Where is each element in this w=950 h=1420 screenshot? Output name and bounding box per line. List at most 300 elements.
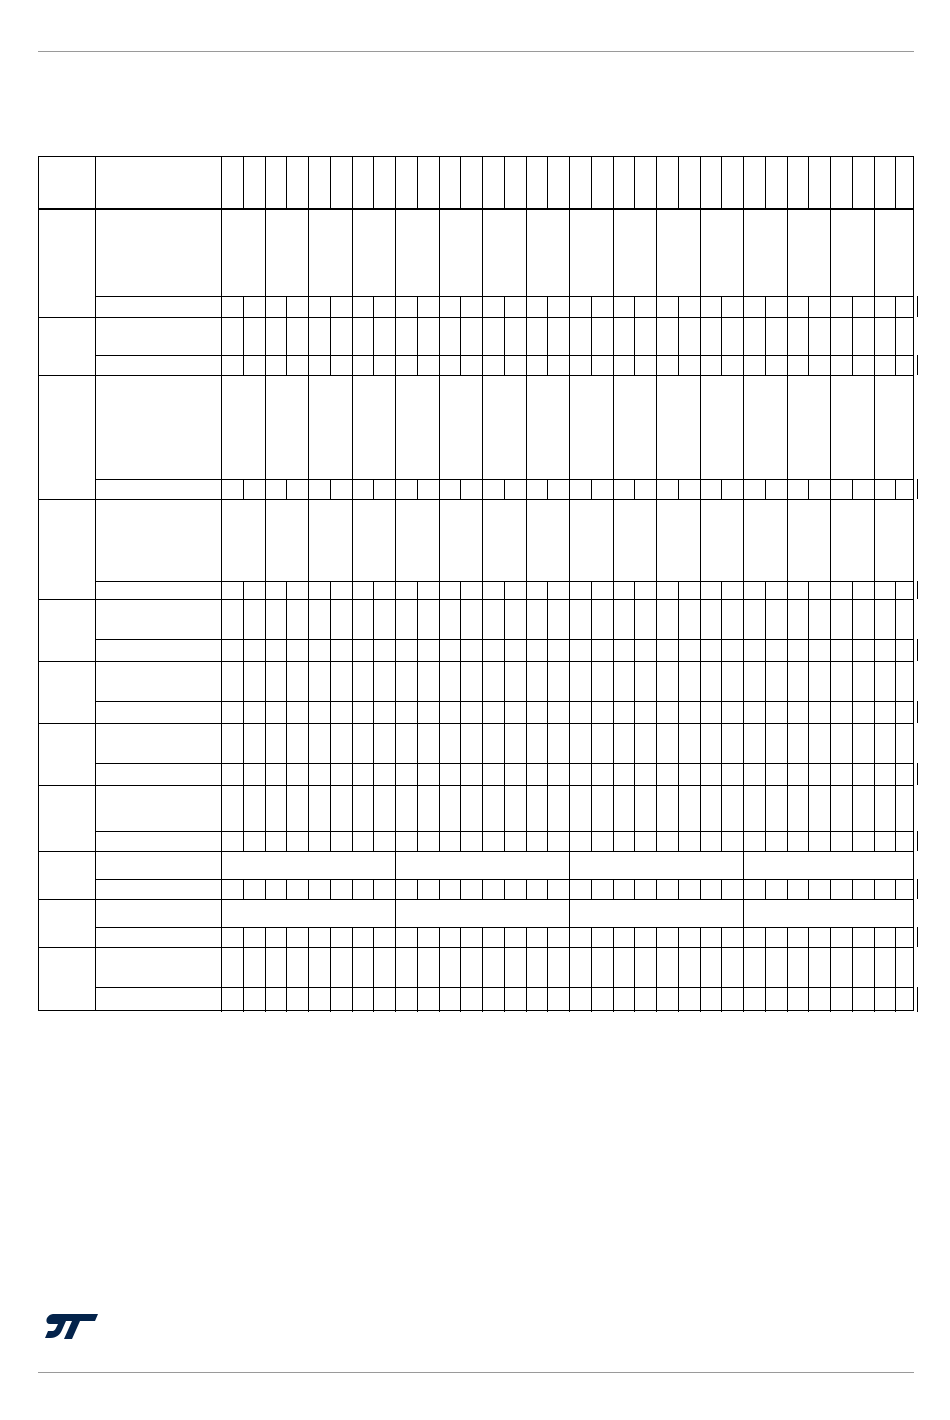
reset-bit-divider <box>700 987 701 1012</box>
reset-bit-divider <box>765 581 766 599</box>
reset-bit-divider <box>439 296 440 317</box>
reset-bit-divider <box>547 639 548 661</box>
reset-bit-divider <box>417 479 418 499</box>
reset-bit-divider <box>830 296 831 317</box>
footer-rule <box>38 1372 914 1373</box>
reset-bit-divider <box>352 581 353 599</box>
reset-bit-divider <box>656 987 657 1012</box>
reset-bit-divider <box>656 763 657 785</box>
reset-bit-divider <box>547 927 548 947</box>
register-map-table <box>38 156 914 1011</box>
reset-bit-divider <box>917 763 918 785</box>
reset-bit-divider <box>895 987 896 1012</box>
column-divider <box>95 157 96 1010</box>
reset-bit-divider <box>721 639 722 661</box>
reset-bit-divider <box>830 763 831 785</box>
bit-divider <box>808 157 809 209</box>
reset-bit-divider <box>330 879 331 899</box>
reset-bit-divider <box>308 479 309 499</box>
reset-bit-divider <box>895 296 896 317</box>
reset-bit-divider <box>395 987 396 1012</box>
bit-divider <box>830 157 831 209</box>
reset-bit-divider <box>265 639 266 661</box>
reset-bit-divider <box>330 987 331 1012</box>
field-divider <box>395 851 396 879</box>
reset-bit-divider <box>656 701 657 723</box>
field-divider <box>569 899 570 927</box>
reset-bit-divider <box>526 479 527 499</box>
reset-bit-divider <box>830 701 831 723</box>
reset-bit-divider <box>265 831 266 851</box>
reset-bit-divider <box>591 763 592 785</box>
reset-bit-divider <box>895 763 896 785</box>
reset-bit-divider <box>874 355 875 375</box>
bit-divider <box>482 157 483 209</box>
reset-bit-divider <box>265 701 266 723</box>
reset-bit-divider <box>265 927 266 947</box>
reset-bit-divider <box>917 831 918 851</box>
bit-divider <box>504 157 505 209</box>
reset-bit-divider <box>765 355 766 375</box>
reset-bit-divider <box>417 879 418 899</box>
field-divider <box>743 899 744 927</box>
reset-bit-divider <box>395 296 396 317</box>
reset-bit-divider <box>678 763 679 785</box>
reset-bit-divider <box>743 879 744 899</box>
reset-bit-divider <box>460 701 461 723</box>
reset-bit-divider <box>352 987 353 1012</box>
reset-bit-divider <box>895 479 896 499</box>
reset-bit-divider <box>700 296 701 317</box>
reset-bit-divider <box>613 296 614 317</box>
reset-bit-divider <box>787 639 788 661</box>
reset-bit-divider <box>874 831 875 851</box>
reset-bit-divider <box>591 296 592 317</box>
reset-bit-divider <box>787 296 788 317</box>
reset-bit-divider <box>439 639 440 661</box>
reset-bit-divider <box>743 639 744 661</box>
reset-bit-divider <box>656 355 657 375</box>
reset-bit-divider <box>352 355 353 375</box>
reset-bit-divider <box>634 296 635 317</box>
reset-bit-divider <box>634 639 635 661</box>
reset-bit-divider <box>286 987 287 1012</box>
reset-bit-divider <box>852 763 853 785</box>
reset-bit-divider <box>808 987 809 1012</box>
reset-bit-divider <box>286 763 287 785</box>
reset-bit-divider <box>808 701 809 723</box>
reset-bit-divider <box>373 831 374 851</box>
bit-divider <box>308 157 309 209</box>
reset-bit-divider <box>808 479 809 499</box>
reset-bit-divider <box>373 701 374 723</box>
reset-bit-divider <box>526 639 527 661</box>
reset-bit-divider <box>526 581 527 599</box>
reset-bit-divider <box>460 479 461 499</box>
reset-bit-divider <box>678 701 679 723</box>
reset-bit-divider <box>721 927 722 947</box>
reset-bit-divider <box>504 879 505 899</box>
reset-bit-divider <box>243 763 244 785</box>
reset-bit-divider <box>504 639 505 661</box>
reset-bit-divider <box>526 701 527 723</box>
reset-bit-divider <box>700 701 701 723</box>
reset-bit-divider <box>460 296 461 317</box>
reset-bit-divider <box>808 927 809 947</box>
reset-bit-divider <box>526 355 527 375</box>
reset-bit-divider <box>808 763 809 785</box>
reset-bit-divider <box>721 296 722 317</box>
reset-bit-divider <box>830 879 831 899</box>
reset-bit-divider <box>526 831 527 851</box>
reset-bit-divider <box>439 927 440 947</box>
bit-divider <box>569 157 570 209</box>
bit-divider <box>352 157 353 209</box>
reset-bit-divider <box>700 479 701 499</box>
reset-bit-divider <box>482 639 483 661</box>
reset-bit-divider <box>569 701 570 723</box>
reset-bit-divider <box>591 581 592 599</box>
reset-bit-divider <box>830 581 831 599</box>
reset-bit-divider <box>678 296 679 317</box>
reset-bit-divider <box>874 701 875 723</box>
reset-bit-divider <box>721 479 722 499</box>
reset-bit-divider <box>895 927 896 947</box>
reset-bit-divider <box>221 581 222 599</box>
reset-bit-divider <box>308 927 309 947</box>
bit-divider <box>634 157 635 209</box>
reset-bit-divider <box>352 296 353 317</box>
reset-bit-divider <box>765 639 766 661</box>
bit-divider <box>656 157 657 209</box>
reset-bit-divider <box>743 479 744 499</box>
reset-bit-divider <box>852 831 853 851</box>
reset-bit-divider <box>874 639 875 661</box>
reset-bit-divider <box>874 296 875 317</box>
reset-bit-divider <box>330 701 331 723</box>
reset-bit-divider <box>526 987 527 1012</box>
reset-bit-divider <box>656 831 657 851</box>
reset-bit-divider <box>460 831 461 851</box>
reset-bit-divider <box>547 701 548 723</box>
reset-bit-divider <box>591 927 592 947</box>
reset-bit-divider <box>569 927 570 947</box>
reset-bit-divider <box>482 987 483 1012</box>
reset-bit-divider <box>634 831 635 851</box>
reset-bit-divider <box>787 987 788 1012</box>
bit-divider <box>460 157 461 209</box>
reset-bit-divider <box>743 296 744 317</box>
reset-bit-divider <box>656 639 657 661</box>
reset-bit-divider <box>504 831 505 851</box>
reset-bit-divider <box>591 639 592 661</box>
reset-bit-divider <box>634 879 635 899</box>
reset-bit-divider <box>700 831 701 851</box>
reset-bit-divider <box>917 296 918 317</box>
bit-divider <box>330 157 331 209</box>
reset-bit-divider <box>286 927 287 947</box>
reset-bit-divider <box>504 763 505 785</box>
reset-bit-divider <box>830 355 831 375</box>
bit-divider <box>678 157 679 209</box>
bit-divider <box>743 157 744 209</box>
reset-bit-divider <box>352 831 353 851</box>
reset-bit-divider <box>460 581 461 599</box>
reset-bit-divider <box>439 879 440 899</box>
reset-bit-divider <box>526 927 527 947</box>
bit-divider <box>547 157 548 209</box>
reset-bit-divider <box>852 296 853 317</box>
reset-bit-divider <box>221 296 222 317</box>
reset-bit-divider <box>874 987 875 1012</box>
reset-bit-divider <box>482 581 483 599</box>
reset-bit-divider <box>721 701 722 723</box>
reset-bit-divider <box>265 987 266 1012</box>
reset-bit-divider <box>352 927 353 947</box>
reset-bit-divider <box>700 355 701 375</box>
reset-bit-divider <box>808 831 809 851</box>
reset-bit-divider <box>895 701 896 723</box>
reset-bit-divider <box>874 581 875 599</box>
reset-bit-divider <box>808 639 809 661</box>
reset-bit-divider <box>395 927 396 947</box>
reset-bit-divider <box>373 296 374 317</box>
reset-bit-divider <box>286 355 287 375</box>
bit-divider <box>895 157 896 209</box>
reset-bit-divider <box>634 701 635 723</box>
reset-bit-divider <box>265 479 266 499</box>
reset-bit-divider <box>613 831 614 851</box>
reset-bit-divider <box>569 987 570 1012</box>
reset-bit-divider <box>243 879 244 899</box>
reset-bit-divider <box>286 639 287 661</box>
reset-bit-divider <box>852 581 853 599</box>
reset-bit-divider <box>395 763 396 785</box>
reset-bit-divider <box>417 639 418 661</box>
reset-bit-divider <box>852 355 853 375</box>
reset-bit-divider <box>700 639 701 661</box>
reset-bit-divider <box>439 479 440 499</box>
reset-bit-divider <box>613 701 614 723</box>
reset-bit-divider <box>656 927 657 947</box>
reset-bit-divider <box>721 831 722 851</box>
reset-bit-divider <box>678 927 679 947</box>
bit-divider <box>787 157 788 209</box>
reset-bit-divider <box>460 639 461 661</box>
reset-bit-divider <box>373 639 374 661</box>
reset-bit-divider <box>634 581 635 599</box>
reset-bit-divider <box>243 831 244 851</box>
reset-bit-divider <box>852 701 853 723</box>
reset-bit-divider <box>395 355 396 375</box>
bit-divider <box>243 157 244 209</box>
reset-bit-divider <box>243 987 244 1012</box>
reset-bit-divider <box>330 479 331 499</box>
reset-bit-divider <box>265 355 266 375</box>
reset-bit-divider <box>874 879 875 899</box>
reset-bit-divider <box>852 927 853 947</box>
bit-divider <box>613 157 614 209</box>
reset-bit-divider <box>417 987 418 1012</box>
reset-bit-divider <box>265 763 266 785</box>
reset-bit-divider <box>852 987 853 1012</box>
reset-bit-divider <box>439 987 440 1012</box>
reset-bit-divider <box>221 701 222 723</box>
reset-bit-divider <box>417 763 418 785</box>
reset-bit-divider <box>765 763 766 785</box>
bit-divider <box>526 157 527 209</box>
reset-bit-divider <box>656 296 657 317</box>
reset-bit-divider <box>765 831 766 851</box>
reset-bit-divider <box>917 987 918 1012</box>
reset-bit-divider <box>852 639 853 661</box>
bit-divider <box>439 157 440 209</box>
reset-bit-divider <box>743 927 744 947</box>
reset-bit-divider <box>917 355 918 375</box>
reset-bit-divider <box>504 701 505 723</box>
bit-divider <box>852 157 853 209</box>
reset-bit-divider <box>308 763 309 785</box>
reset-bit-divider <box>591 987 592 1012</box>
register-divider <box>39 851 913 852</box>
reset-bit-divider <box>308 987 309 1012</box>
reset-bit-divider <box>743 581 744 599</box>
reset-bit-divider <box>613 879 614 899</box>
reset-bit-divider <box>721 763 722 785</box>
reset-bit-divider <box>439 355 440 375</box>
reset-bit-divider <box>460 355 461 375</box>
reset-bit-divider <box>787 479 788 499</box>
reset-bit-divider <box>547 831 548 851</box>
reset-bit-divider <box>417 927 418 947</box>
reset-bit-divider <box>830 927 831 947</box>
reset-bit-divider <box>678 639 679 661</box>
reset-bit-divider <box>743 355 744 375</box>
reset-bit-divider <box>787 701 788 723</box>
reset-bit-divider <box>330 639 331 661</box>
bit-divider <box>265 157 266 209</box>
reset-bit-divider <box>395 831 396 851</box>
reset-bit-divider <box>417 355 418 375</box>
bit-divider <box>721 157 722 209</box>
reset-bit-divider <box>569 639 570 661</box>
reset-bit-divider <box>265 581 266 599</box>
reset-bit-divider <box>547 296 548 317</box>
reset-bit-divider <box>482 927 483 947</box>
bit-divider <box>417 157 418 209</box>
bit-divider <box>395 157 396 209</box>
reset-bit-divider <box>330 763 331 785</box>
reset-bit-divider <box>765 879 766 899</box>
reset-bit-divider <box>330 927 331 947</box>
reset-bit-divider <box>678 831 679 851</box>
reset-bit-divider <box>504 355 505 375</box>
reset-bit-divider <box>395 701 396 723</box>
reset-bit-divider <box>482 355 483 375</box>
reset-bit-divider <box>439 701 440 723</box>
reset-bit-divider <box>634 927 635 947</box>
reset-bit-divider <box>526 296 527 317</box>
reset-bit-divider <box>569 581 570 599</box>
reset-bit-divider <box>373 355 374 375</box>
reset-bit-divider <box>243 701 244 723</box>
reset-bit-divider <box>613 987 614 1012</box>
reset-bit-divider <box>613 927 614 947</box>
reset-bit-divider <box>308 879 309 899</box>
reset-bit-divider <box>373 987 374 1012</box>
reset-bit-divider <box>221 639 222 661</box>
reset-bit-divider <box>721 987 722 1012</box>
reset-bit-divider <box>591 355 592 375</box>
reset-bit-divider <box>243 296 244 317</box>
reset-bit-divider <box>830 987 831 1012</box>
reset-bit-divider <box>678 581 679 599</box>
reset-bit-divider <box>243 479 244 499</box>
reset-bit-divider <box>417 296 418 317</box>
reset-bit-divider <box>373 763 374 785</box>
bit-divider <box>700 157 701 209</box>
reset-bit-divider <box>678 355 679 375</box>
reset-bit-divider <box>439 581 440 599</box>
field-divider <box>395 899 396 927</box>
reset-bit-divider <box>526 879 527 899</box>
reset-bit-divider <box>808 296 809 317</box>
reset-bit-divider <box>569 479 570 499</box>
reset-bit-divider <box>569 879 570 899</box>
reset-bit-divider <box>330 581 331 599</box>
reset-bit-divider <box>808 355 809 375</box>
reset-bit-divider <box>308 701 309 723</box>
bit-divider <box>286 157 287 209</box>
reset-bit-divider <box>243 355 244 375</box>
reset-bit-divider <box>569 296 570 317</box>
reset-bit-divider <box>895 639 896 661</box>
reset-bit-divider <box>308 355 309 375</box>
reset-bit-divider <box>482 831 483 851</box>
reset-bit-divider <box>591 479 592 499</box>
reset-bit-divider <box>591 831 592 851</box>
reset-bit-divider <box>286 479 287 499</box>
reset-bit-divider <box>439 763 440 785</box>
reset-bit-divider <box>286 879 287 899</box>
field-divider <box>569 851 570 879</box>
reset-bit-divider <box>460 879 461 899</box>
reset-bit-divider <box>895 581 896 599</box>
reset-bit-divider <box>526 763 527 785</box>
reset-bit-divider <box>591 701 592 723</box>
reset-bit-divider <box>678 879 679 899</box>
reset-bit-divider <box>765 296 766 317</box>
reset-bit-divider <box>286 581 287 599</box>
reset-bit-divider <box>917 639 918 661</box>
reset-bit-divider <box>352 879 353 899</box>
reset-bit-divider <box>765 701 766 723</box>
reset-bit-divider <box>395 479 396 499</box>
reset-bit-divider <box>613 581 614 599</box>
reset-bit-divider <box>917 701 918 723</box>
reset-bit-divider <box>787 831 788 851</box>
reset-bit-divider <box>547 355 548 375</box>
reset-bit-divider <box>678 479 679 499</box>
reset-bit-divider <box>373 581 374 599</box>
reset-bit-divider <box>286 831 287 851</box>
reset-bit-divider <box>656 879 657 899</box>
reset-bit-divider <box>373 479 374 499</box>
reset-bit-divider <box>808 581 809 599</box>
reset-bit-divider <box>482 701 483 723</box>
reset-bit-divider <box>765 987 766 1012</box>
bit-divider <box>591 157 592 209</box>
